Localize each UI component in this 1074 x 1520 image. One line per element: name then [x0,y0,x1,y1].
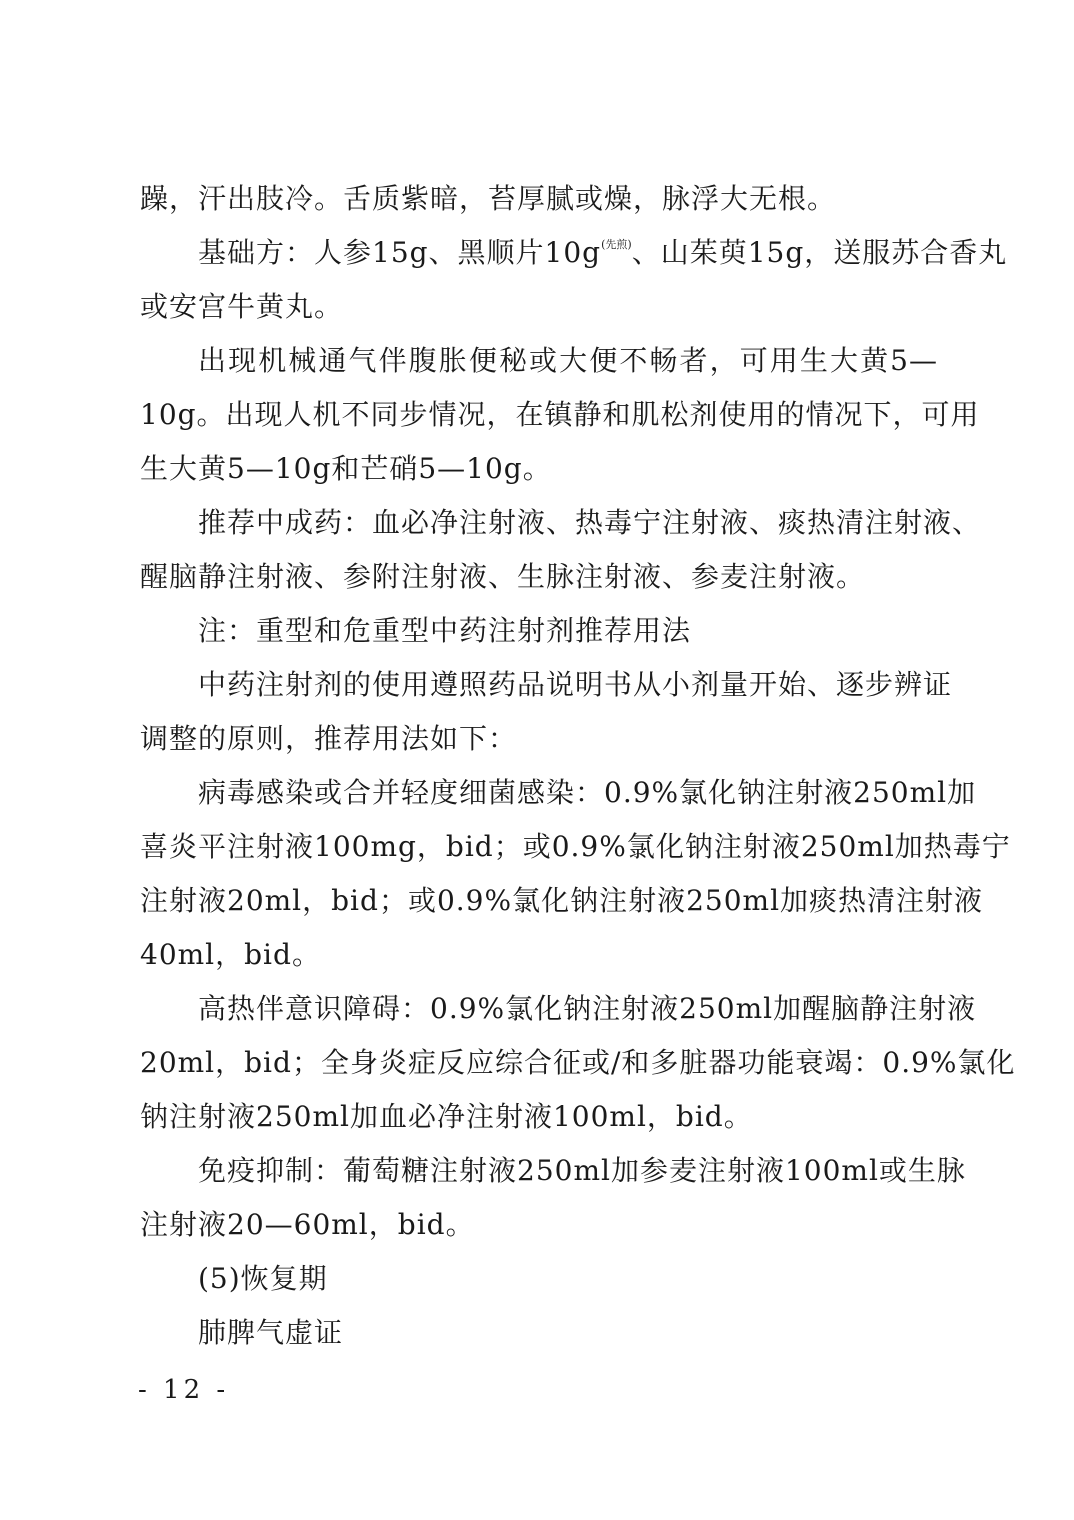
text-line: 躁，汗出肢冷。舌质紫暗，苔厚腻或燥，脉浮大无根。 [140,182,837,215]
text-line: 注射液20ml，bid；或0.9%氯化钠注射液250ml加痰热清注射液 [140,884,984,917]
text-line: 出现机械通气伴腹胀便秘或大便不畅者，可用生大黄5— [198,344,938,377]
text-line: 病毒感染或合并轻度细菌感染：0.9%氯化钠注射液250ml加 [198,776,977,809]
text-line: 注射液20—60ml，bid。 [140,1208,475,1241]
document-body [140,172,1016,1360]
text-line: 40ml，bid。 [140,938,321,971]
text-line: 生大黄5—10g和芒硝5—10g。 [140,452,552,485]
text-line: 中药注射剂的使用遵照药品说明书从小剂量开始、逐步辨证 [198,668,953,701]
text-line: 喜炎平注射液100mg，bid；或0.9%氯化钠注射液250ml加热毒宁 [140,830,1011,863]
section-heading: (5)恢复期 [198,1262,328,1295]
text-line: 钠注射液250ml加血必净注射液100ml，bid。 [140,1100,753,1133]
text-line: 调整的原则，推荐用法如下： [140,722,518,755]
subsection-heading: 肺脾气虚证 [198,1316,344,1349]
formula-text-continued: 、山茱萸15g，送服苏合香丸 [631,236,1008,269]
text-line: 10g。出现人机不同步情况，在镇静和肌松剂使用的情况下，可用 [140,398,980,431]
text-line: 醒脑静注射液、参附注射液、生脉注射液、参麦注射液。 [140,560,866,593]
text-line: 推荐中成药：血必净注射液、热毒宁注射液、痰热清注射液、 [198,506,982,539]
decoct-first-note: (先煎) [601,238,632,251]
text-line: 高热伴意识障碍：0.9%氯化钠注射液250ml加醒脑静注射液 [198,992,977,1025]
text-line: 或安宫牛黄丸。 [140,290,344,323]
formula-text: 基础方：人参15g、黑顺片10g [198,236,602,269]
page-number: - 12 - [138,1375,230,1405]
text-line-formula [140,226,1008,280]
text-line: 20ml，bid；全身炎症反应综合征或/和多脏器功能衰竭：0.9%氯化 [140,1046,1016,1079]
text-line: 免疫抑制：葡萄糖注射液250ml加参麦注射液100ml或生脉 [198,1154,966,1187]
text-line: 注：重型和危重型中药注射剂推荐用法 [198,614,692,647]
